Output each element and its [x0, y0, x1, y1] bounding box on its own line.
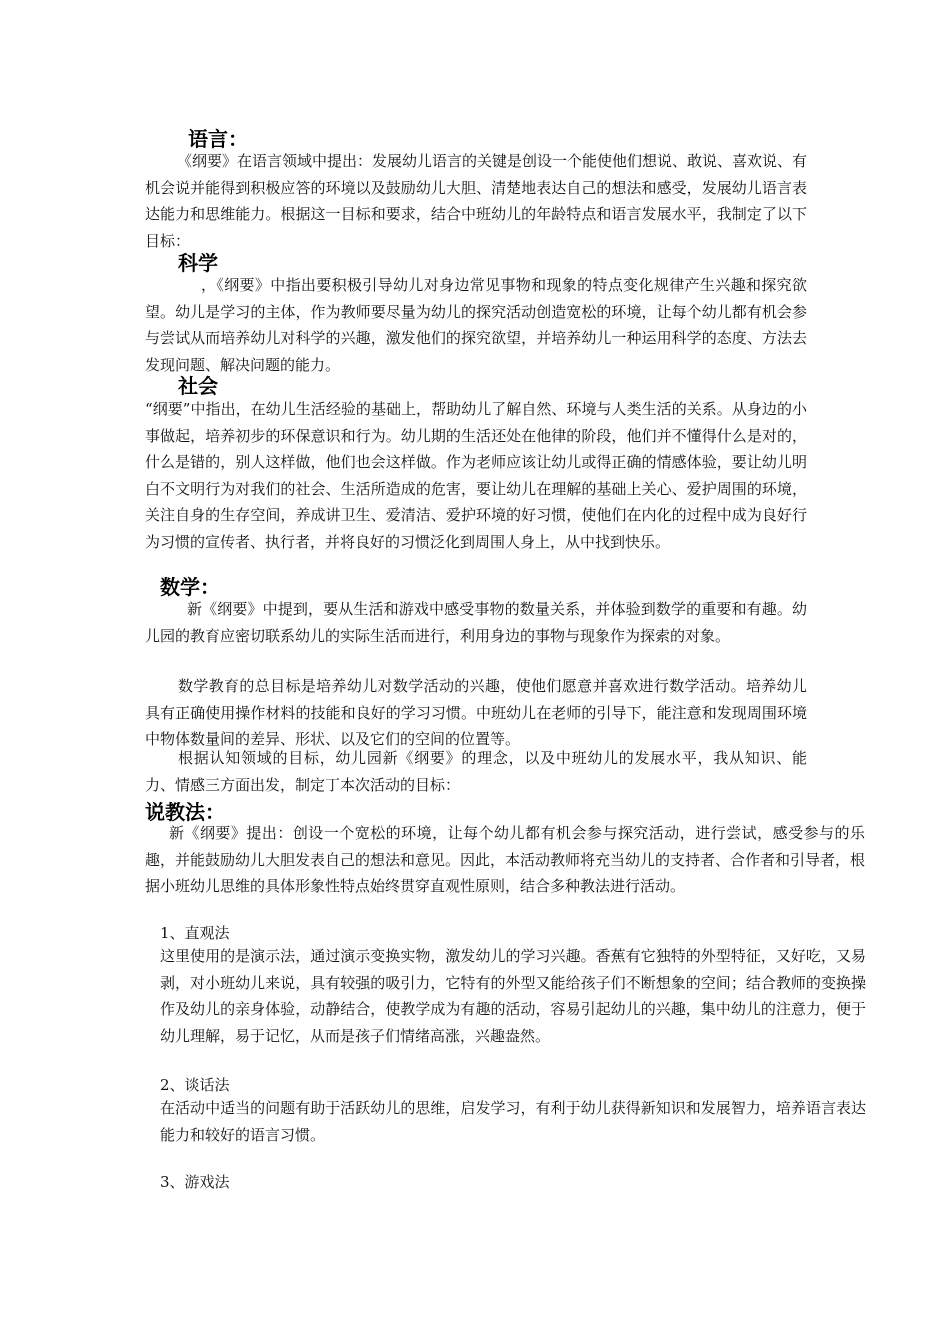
- heading-teaching-methods: 说教法：: [145, 800, 225, 824]
- method-item-title: 1、直观法: [160, 924, 230, 942]
- method-item-text: 在活动中适当的问题有助于活跃幼儿的思维，启发学习，有利于幼儿获得新知识和发展智力，培养语言表达能力和较好的语言习惯。: [160, 1099, 866, 1144]
- paragraph-science: ，《纲要》中指出要积极引导幼儿对身边常见事物和现象的特点变化规律产生兴趣和探究欲望。幼儿是学习的主体，作为教师要尽量为幼儿的探究活动创造宽松的环境，让每个幼儿都有机会参与尝试从而培养幼儿对科学的兴趣，激发他们的探究欲望，并培养幼儿一种运用科学的态度、方法去发现问题、解决问题的能力。: [145, 276, 807, 374]
- paragraph-math-1: 新《纲要》中提到，要从生活和游戏中感受事物的数量关系，并体验到数学的重要和有趣。幼儿园的教育应密切联系幼儿的实际生活而进行，利用身边的事物与现象作为探索的对象。: [145, 600, 807, 645]
- heading-society: 社会: [178, 374, 218, 398]
- paragraph-math-2: 数学教育的总目标是培养幼儿对数学活动的兴趣，使他们愿意并喜欢进行数学活动。培养幼儿具有正确使用操作材料的技能和良好的学习习惯。中班幼儿在老师的引导下，能注意和发现周围环境中物体数量间的差异、形状、以及它们的空间的位置等。: [145, 677, 807, 748]
- heading-math: 数学：: [160, 575, 220, 599]
- method-item-title: 2、谈话法: [160, 1076, 230, 1094]
- heading-science: 科学: [178, 251, 218, 275]
- paragraph-language: 《纲要》在语言领域中提出：发展幼儿语言的关键是创设一个能使他们想说、敢说、喜欢说、有机会说并能得到积极应答的环境以及鼓励幼儿大胆、清楚地表达自己的想法和感受，发展幼儿语言表达能力和思维能力。根据这一目标和要求，结合中班幼儿的年龄特点和语言发展水平，我制定了以下目标：: [145, 152, 808, 250]
- heading-language: 语言：: [188, 127, 248, 151]
- method-item-text: 这里使用的是演示法，通过演示变换实物，激发幼儿的学习兴趣。香蕉有它独特的外型特征，又好吃，又易剥，对小班幼儿来说，具有较强的吸引力，它特有的外型又能给孩子们不断想象的空间；结合教师的变换操作及幼儿的亲身体验，动静结合，使教学成为有趣的活动，容易引起幼儿的兴趣，集中幼儿的注意力，便于幼儿理解，易于记忆，从而是孩子们情绪高涨，兴趣盎然。: [160, 947, 866, 1045]
- paragraph-teaching-methods: 新《纲要》提出：创设一个宽松的环境，让每个幼儿都有机会参与探究活动，进行尝试，感受参与的乐趣，并能鼓励幼儿大胆发表自己的想法和意见。因此，本活动教师将充当幼儿的支持者、合作者和引导者，根据小班幼儿思维的具体形象性特点始终贯穿直观性原则，结合多种教法进行活动。: [145, 824, 866, 895]
- method-item-title: 3、游戏法: [160, 1173, 230, 1191]
- paragraph-math-3: 根据认知领域的目标，幼儿园新《纲要》的理念，以及中班幼儿的发展水平，我从知识、能力、情感三方面出发，制定丁本次活动的目标：: [145, 749, 807, 794]
- paragraph-society: “纲要”中指出，在幼儿生活经验的基础上，帮助幼儿了解自然、环境与人类生活的关系。从身边的小事做起，培养初步的环保意识和行为。幼儿期的生活还处在他律的阶段，他们并不懂得什么是对的，什么是错的，别人这样做，他们也会这样做。作为老师应该让幼儿或得正确的情感体验，要让幼儿明白不文明行为对我们的社会、生活所造成的危害，要让幼儿在理解的基础上关心、爱护周围的环境，关注自身的生存空间，养成讲卫生、爱清洁、爱护环境的好习惯，使他们在内化的过程中成为良好行为习惯的宣传者、执行者，并将良好的习惯泛化到周围人身上，从中找到快乐。: [145, 400, 807, 551]
